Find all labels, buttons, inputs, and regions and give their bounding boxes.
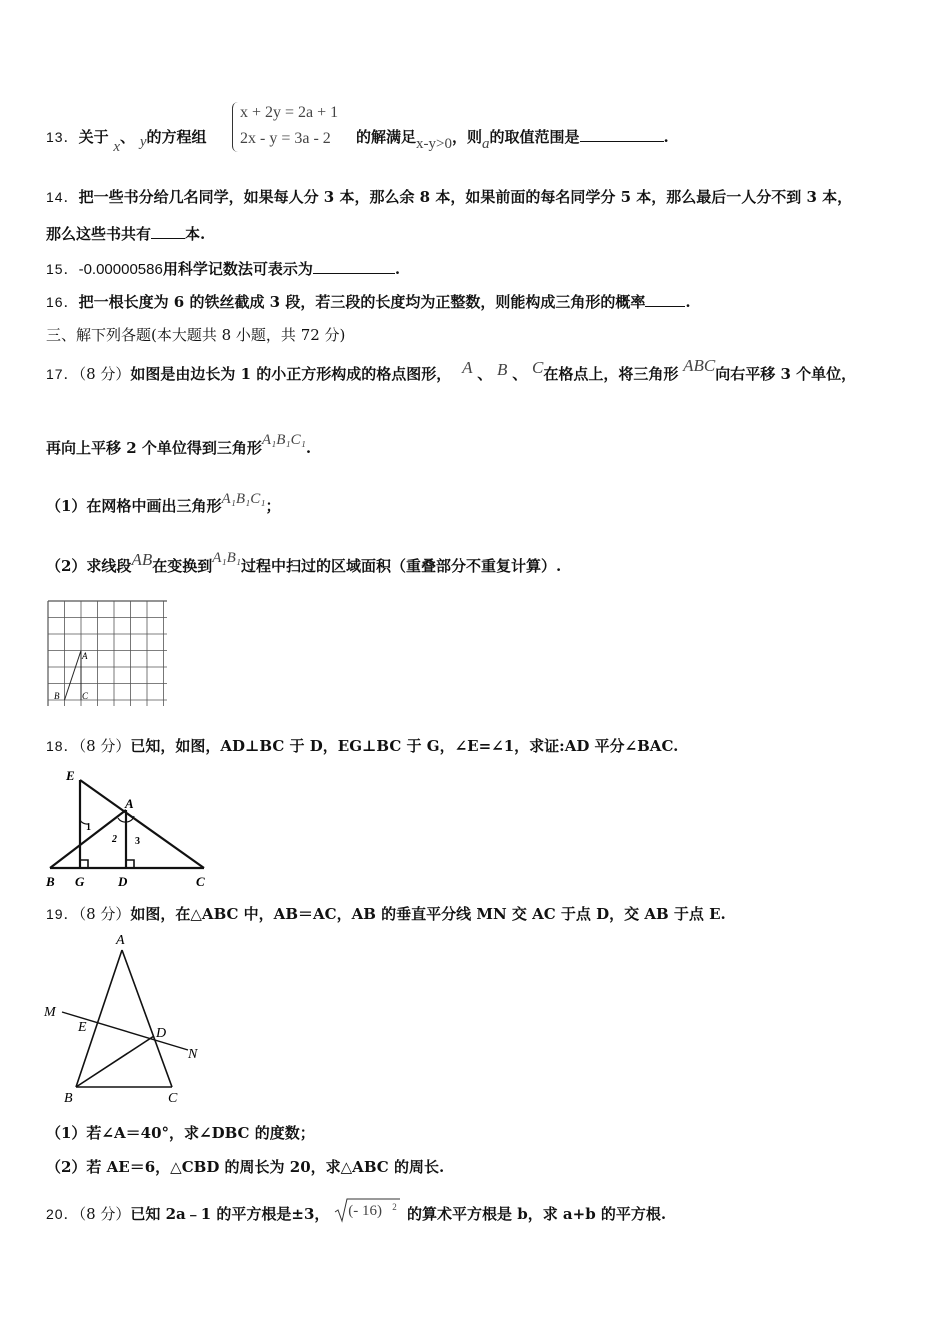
segment-BD [76,1036,154,1087]
answer-blank-15[interactable] [313,259,395,274]
q13-var-a: a [482,136,490,152]
q15-value: -0.00000586 [78,261,163,278]
q17-text-2: 在格点上，将三角形 [543,365,679,383]
q13-text-2: 的方程组 [146,128,207,146]
q20-exponent: 2 [392,1202,397,1212]
q14-line-1: 把一些书分给几名同学，如果每人分 3 本，那么余 8 本，如果前面的每名同学分 5 本，那么最后一人分不到 3 本， [78,188,853,206]
q17-number: 17． [46,366,79,382]
question-17-line2 [46,432,312,459]
q17-part-2-text-c: 过程中扫过的区域面积（重叠部分不重复计算）. [241,557,562,575]
q19-triangle-figure [40,930,210,1110]
label-A: A [116,933,125,948]
segment-EC [80,780,204,868]
q13-text-1: 关于 [78,128,109,146]
label-A: A [125,796,134,811]
q13-text-3: 的解满足 [356,128,417,146]
grid-label-A: A [82,651,88,661]
q20-number: 20． [46,1206,79,1222]
label-C: C [196,874,205,889]
label-G: G [75,874,85,889]
question-14-line2 [46,224,205,244]
q18-number: 18． [46,738,79,754]
section-3-heading: 三、解下列各题(本大题共 8 小题，共 72 分) [46,326,346,344]
question-16 [46,292,691,312]
label-B: B [46,874,55,889]
label-2: 2 [112,834,117,845]
segment-AC [122,950,172,1087]
system-equation-1: x + 2y = 2a + 1 [240,104,339,121]
q20-sqrt-expression [334,1202,402,1225]
label-E: E [78,1020,87,1035]
q19-text: 如图，在△ABC 中，AB＝AC，AB 的垂直平分线 MN 交 AC 于点 D，交 AB 于点 E. [130,905,726,923]
q19-part-2: （2）若 AE＝6，△CBD 的周长为 20，求△ABC 的周长. [46,1158,445,1176]
answer-blank-16[interactable] [645,292,685,307]
q15-number: 15． [46,261,79,277]
q14-line-2a: 那么这些书共有 [46,225,152,243]
q17-sep-1: 、 [477,365,493,383]
question-13 [46,127,207,155]
label-3: 3 [135,836,140,847]
question-15 [46,259,400,280]
question-19 [46,904,726,924]
q15-end: . [394,260,401,278]
question-13-cont [356,127,669,152]
label-1: 1 [86,822,91,833]
q17-line-2-end: . [305,439,312,457]
q13-end: . [663,128,669,146]
q13-text-4: ，则 [451,128,482,146]
system-equation-2: 2x - y = 3a - 2 [240,130,331,147]
grid-lines [48,601,167,706]
q18-text: 已知，如图，AD⊥BC 于 D，EG⊥BC 于 G，∠E=∠1，求证:AD 平分∠BAC. [130,737,679,755]
q17-triangle-ABC: ABC [683,356,716,375]
question-14 [46,187,852,207]
q13-text-5: 的取值范围是 [489,128,580,146]
q17-grid-figure [47,600,167,706]
q15-text: 用科学记数法可表示为 [162,260,313,278]
grid-label-B: B [54,691,60,701]
q14-number: 14． [46,189,79,205]
q17-part-1-end: ； [265,497,281,515]
q17-point-A: A [462,358,473,377]
q17-text-1: 如图是由边长为 1 的小正方形构成的格点图形， [130,365,452,383]
q19-number: 19． [46,906,79,922]
q16-text: 把一根长度为 6 的铁丝截成 3 段，若三段的长度均为正整数，则能构成三角形的概率 [78,293,646,311]
q17-part-1 [46,491,281,517]
q18-triangle-figure [44,768,214,890]
label-D: D [156,1026,167,1041]
q17-score: （8 分） [78,365,131,383]
q17-part-2-text-a: （2）求线段 [46,557,132,575]
q17-triangle-A1B1C1: A₁B₁C₁ [261,432,306,448]
q17-segment-A1B1: A₁B₁ [212,550,242,566]
label-E: E [66,768,75,783]
q13-sep: 、 [120,128,136,146]
right-angle-D [126,860,134,868]
q17-part-1-triangle: A₁B₁C₁ [221,491,266,507]
equation-system [232,102,357,154]
system-brace [232,102,239,152]
q20-text-2: 的算术平方根是 b，求 a+b 的平方根. [407,1205,667,1223]
q17-part-2-text-b: 在变换到 [152,557,213,575]
q13-number: 13． [46,129,79,145]
q17-point-C: C [532,358,544,377]
q17-text-3: 向右平移 3 个单位， [715,365,857,383]
q14-line-2b: 本. [185,225,206,243]
q13-condition: x-y>0 [416,136,452,152]
segment-AB [65,651,82,701]
q17-line-2: 再向上平移 2 个单位得到三角形 [46,439,262,457]
q17-part-1-text: （1）在网格中画出三角形 [46,497,222,515]
question-20 [46,1204,666,1225]
q19-part-1: （1）若∠A＝40°，求∠DBC 的度数； [46,1124,315,1142]
q17-sep-2: 、 [512,365,528,383]
q20-radicand: (- 16) [348,1203,382,1219]
label-N: N [188,1047,198,1062]
q16-number: 16． [46,294,79,310]
right-angle-G [80,860,88,868]
q19-score: （8 分） [78,905,131,923]
q13-var-x: x [113,139,121,155]
question-18 [46,736,678,756]
question-17 [46,356,857,384]
q16-end: . [685,293,691,311]
label-B: B [64,1091,73,1106]
q20-score: （8 分） [78,1205,131,1223]
answer-blank-13[interactable] [580,127,664,142]
label-M: M [44,1005,56,1020]
answer-blank-14[interactable] [151,224,185,239]
label-C: C [168,1091,178,1106]
q13-var-y: y [139,134,147,150]
q17-segment-AB: AB [131,550,153,569]
q20-text-1: 已知 2a﹣1 的平方根是±3， [130,1205,330,1223]
q17-part-2 [46,550,562,577]
grid-label-C: C [82,691,89,701]
label-D: D [118,874,128,889]
q17-point-B: B [497,360,508,379]
q18-score: （8 分） [78,737,131,755]
